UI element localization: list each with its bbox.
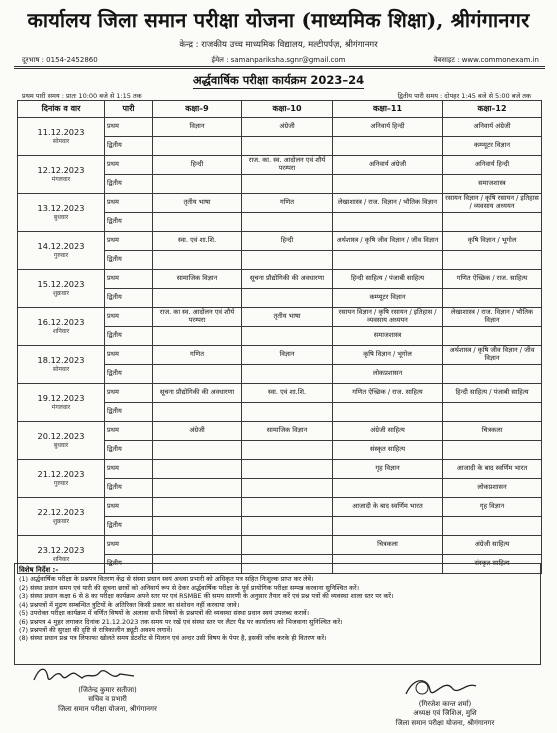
handwritten-signature-left [30,662,140,688]
subject-cell-class-12: गृह विज्ञान [443,498,542,517]
date-day-cell [18,308,105,346]
exam-weekday: मंगलवार [51,175,71,183]
subject-cell-class-12: अंग्रेजी साहित्य [443,536,542,555]
shift-cell: प्रथम [105,498,153,517]
subject-cell-class-10 [242,213,333,232]
subject-cell-class-11: अनिवार्य हिन्दी [333,118,443,137]
shift-cell: प्रथम [105,118,153,137]
subject-cell-class-11 [333,251,443,270]
subject-cell-class-12: आजादी के बाद स्वर्णिम भारत [443,460,542,479]
subject-cell-class-9 [153,517,242,536]
subject-cell-class-12: अनिवार्य अंग्रेजी [443,118,542,137]
subject-cell-class-9: राज. का स्व. आदोलन एवं शौर्य परम्परा [153,308,242,327]
subject-cell-class-10: सामाजिक विज्ञान [242,422,333,441]
subject-cell-class-9: विज्ञान [153,118,242,137]
subject-cell-class-11 [333,137,443,156]
subject-cell-class-11: लेखाशास्त्र / राज. विज्ञान / भौतिक विज्ञान [333,194,443,213]
instruction-item: (4) प्रश्नपत्रों में मुद्रण सम्बन्धित त्रुटियों के अतिरिक्त किसी प्रकार का संशोधन नहीं करवाया जावे। [19,600,240,609]
subject-cell-class-12 [443,289,542,308]
subject-cell-class-12: अनिवार्य हिन्दी [443,156,542,175]
subject-cell-class-9 [153,365,242,384]
handwritten-signature-right [400,674,480,702]
exam-weekday: बुधवार [53,441,69,449]
date-day-cell [18,384,105,422]
subject-cell-class-11 [333,213,443,232]
subject-cell-class-9: सामाजिक विज्ञान [153,270,242,289]
shift-cell: प्रथम [105,422,153,441]
exam-date: 23.12.2023 [37,544,85,555]
shift-cell: द्वितीय [105,517,153,536]
table-row [18,460,542,479]
subject-cell-class-12 [443,517,542,536]
subject-cell-class-10 [242,441,333,460]
shift-cell: प्रथम [105,156,153,175]
table-row [18,498,542,517]
date-day-cell [18,270,105,308]
subject-cell-class-12 [443,213,542,232]
subject-cell-class-9: तृतीय भाषा [153,194,242,213]
instruction-item: (1) अर्द्धवार्षिक परीक्षा के प्रश्नपत्र वितरण केंद्र से संस्था प्रधान स्वयं अथवा प्रभारी को अधिकृत पत्र सहित निःशुल्क प्राप्त कर लेवें। [19,575,314,584]
shift-cell: द्वितीय [105,175,153,194]
first-shift-time: प्रथम पारी समय : प्रातः 10:00 बजे से 1:15 तक [22,92,142,100]
subject-cell-class-11: गृह विज्ञान [333,460,443,479]
subject-cell-class-10 [242,365,333,384]
subject-cell-class-12: लोकप्रशासन [443,479,542,498]
subject-cell-class-9 [153,175,242,194]
subject-cell-class-11: संस्कृत साहित्य [333,441,443,460]
secretary-name: (जितेन्द्र कुमार सतीजा) [78,686,137,694]
exam-weekday: गुरुवार [53,479,69,487]
subject-cell-class-10 [242,479,333,498]
subject-cell-class-11: गणित ऐच्छिक / राज. साहित्य [333,384,443,403]
office-title: कार्यालय जिला समान परीक्षा योजना (माध्यमिक शिक्षा), श्रीगंगानगर [27,8,530,32]
subject-cell-class-10: विज्ञान [242,346,333,365]
exam-weekday: बुधवार [53,213,69,221]
subject-cell-class-12: हिन्दी साहित्य / पंजाबी साहित्य [443,384,542,403]
exam-weekday: शुक्रवार [52,517,70,525]
website-address: वेबसाइट : www.commonexam.in [433,56,539,64]
special-instructions [14,563,541,665]
date-day-cell [18,346,105,384]
subject-cell-class-9 [153,536,242,555]
column-header-shift: पारी [105,101,153,118]
column-header-class-10: कक्षा–10 [242,101,333,118]
subject-cell-class-9: अंग्रेजी [153,422,242,441]
exam-date: 19.12.2023 [37,392,85,403]
chairman-signature-block [350,700,540,728]
phone-number: दूरभाष : 0154-2452860 [22,56,98,64]
subject-cell-class-12 [443,327,542,346]
exam-weekday: मंगलवार [51,403,71,411]
shift-cell: प्रथम [105,346,153,365]
shift-cell: प्रथम [105,194,153,213]
table-row [18,156,542,175]
subject-cell-class-11 [333,403,443,422]
subject-cell-class-11: समाजशास्त्र [333,327,443,346]
shift-cell: द्वितीय [105,251,153,270]
subject-cell-class-11 [333,175,443,194]
subject-cell-class-11 [333,479,443,498]
table-header-row [18,101,542,118]
subject-cell-class-10 [242,403,333,422]
subject-cell-class-10 [242,536,333,555]
instruction-item: (3) संस्था प्रधान कक्षा 6 से 8 का परीक्षा कार्यक्रम अपने स्तर पर एवं RSMBE की समय सारणी के अनुसार तैयार करें एवं प्रश्न पत्रों की व्यवस्था शाला स्तर पर करें। [19,592,394,601]
subject-cell-class-10 [242,498,333,517]
subject-cell-class-12: चित्रकला [443,422,542,441]
date-day-cell [18,118,105,156]
subject-cell-class-9 [153,251,242,270]
exam-date: 11.12.2023 [37,126,85,137]
subject-cell-class-11: अर्थशास्त्र / कृषि जीव विज्ञान / जीव विज्ञान [333,232,443,251]
subject-cell-class-11: आजादी के बाद स्वर्णिम भारत [333,498,443,517]
table-row [18,270,542,289]
subject-cell-class-12 [443,365,542,384]
subject-cell-class-12: कृषि विज्ञान / भूगोल [443,232,542,251]
program-title-text: अर्द्धवार्षिक परीक्षा कार्यक्रम 2023–24 [192,73,365,87]
subject-cell-class-12 [443,403,542,422]
column-header-date: दिनांक व वार [18,101,105,118]
table-row [18,118,542,137]
shift-cell: द्वितीय [105,441,153,460]
exam-weekday: सोमवार [52,137,70,145]
subject-cell-class-9 [153,289,242,308]
subject-cell-class-10: अंग्रेजी [242,118,333,137]
subject-cell-class-9 [153,213,242,232]
instruction-item: (6) प्रश्नपत्र 4 मुहर लगाकर दिनांक 21.12.2023 तक समय पर रखें एवं संस्था स्तर पर लैटर पैड पर कार्यालय को भिजवाना सुनिश्चित करें। [19,617,343,626]
subject-cell-class-10 [242,175,333,194]
shift-cell: प्रथम [105,384,153,403]
column-header-class-11: कक्षा–11 [333,101,443,118]
instruction-item: (2) संस्था प्रधान समय एवं पारी की सूचना छात्रों को अनिवार्य रूप से देकर अर्द्धवार्षिक परीक्षा के पूर्व प्रायोगिक परीक्षा सम्पन्न करवाना सुनिश्चित करें। [19,583,360,592]
second-shift-time: द्वितीय पारी समय : दोपहर 1:45 बजे से 5:00 बजे तक [397,92,531,100]
chairman-office: जिला समान परीक्षा योजना, श्रीगंगानगर [395,718,495,727]
instruction-item: (7) प्रश्नपत्रों की सुरक्षा की दृष्टि से रात्रिकालीन ड्यूटी अवश्य लगावें। [19,625,173,634]
subject-cell-class-10 [242,251,333,270]
subject-cell-class-11: रसायन विज्ञान / कृषि रसायन / इतिहास / व्यवसाय अध्ययन [333,308,443,327]
exam-date: 20.12.2023 [37,430,85,441]
center-address: केन्द्र : राजकीय उच्च माध्यमिक विद्यालय, मल्टीपर्पज़, श्रीगंगानगर [179,40,378,50]
subject-cell-class-10: राज. का. स्व. आदोलन एवं शौर्य परम्परा [242,156,333,175]
subject-cell-class-11: कृषि विज्ञान / भूगोल [333,346,443,365]
instructions-heading: विशेष निर्देश :- [19,566,59,574]
table-row [18,232,542,251]
exam-weekday: शुक्रवार [52,289,70,297]
subject-cell-class-12: लेखाशास्त्र / राज. विज्ञान / भौतिक विज्ञान [443,308,542,327]
date-day-cell [18,232,105,270]
shift-cell: द्वितीय [105,365,153,384]
subject-cell-class-11: अंग्रेजी साहित्य [333,422,443,441]
chairman-name: (गिरजेश कान्त शर्मा) [418,700,472,708]
shift-cell: द्वितीय [105,137,153,156]
secretary-role: सचिव व प्रभारी [88,695,127,704]
subject-cell-class-12: अर्थशास्त्र / कृषि जीव विज्ञान / जीव विज्ञान [443,346,542,365]
table-row [18,346,542,365]
shift-cell: प्रथम [105,536,153,555]
instruction-item: (8) संस्था प्रधान प्रश्न पत्र लिफाफा खोलते समय डेटशीट से मिलान एवं अन्दर उसी विषय के पेपर है, इसकी जाँच करके ही वितरण करें। [19,634,327,643]
column-header-class-9: कक्षा–9 [153,101,242,118]
subject-cell-class-9: सूचना प्रौद्योगिकी की अवधारणा [153,384,242,403]
subject-cell-class-9 [153,460,242,479]
subject-cell-class-9 [153,479,242,498]
secretary-signature-block [20,686,195,714]
table-row [18,536,542,555]
date-day-cell [18,156,105,194]
subject-cell-class-9: हिन्दी [153,156,242,175]
exam-schedule-table [17,100,542,574]
shift-cell: प्रथम [105,232,153,251]
exam-date: 14.12.2023 [37,240,85,251]
subject-cell-class-10 [242,327,333,346]
subject-cell-class-11 [333,517,443,536]
subject-cell-class-11: हिन्दी साहित्य / पंजाबी साहित्य [333,270,443,289]
exam-date: 12.12.2023 [37,164,85,175]
subject-cell-class-10: हिन्दी [242,232,333,251]
email-address: ईमेल : samanpariksha.sgnr@gmail.com [211,56,346,64]
table-row [18,308,542,327]
subject-cell-class-9 [153,327,242,346]
shift-cell: द्वितीय [105,555,153,574]
subject-cell-class-11: लोकप्रशासन [333,365,443,384]
secretary-office: जिला समान परीक्षा योजना, श्रीगंगानगर [58,704,157,713]
date-day-cell [18,422,105,460]
shift-cell: द्वितीय [105,327,153,346]
subject-cell-class-9: गणित [153,346,242,365]
shift-cell: द्वितीय [105,403,153,422]
exam-date: 21.12.2023 [37,468,85,479]
chairman-role: अध्यक्ष एवं जिशिअ, मुशि [413,709,477,718]
column-header-class-12: कक्षा–12 [443,101,542,118]
exam-date: 13.12.2023 [37,202,85,213]
shift-cell: द्वितीय [105,479,153,498]
exam-weekday: शनिवार [52,327,70,335]
subject-cell-class-9 [153,403,242,422]
subject-cell-class-12: कम्प्यूटर विज्ञान [443,137,542,156]
subject-cell-class-9 [153,441,242,460]
shift-cell: प्रथम [105,460,153,479]
subject-cell-class-10 [242,517,333,536]
program-title [0,73,557,88]
exam-weekday: शनिवार [52,555,70,563]
subject-cell-class-12 [443,441,542,460]
instruction-item: (5) उपरोक्त परीक्षा कार्यक्रम में वर्णित विषयों के अलावा सभी विषयों के प्रश्नपत्रों की व्यवस्था संस्था प्रधान स्वयं उपलब्ध करावें। [19,609,309,618]
subject-cell-class-9 [153,137,242,156]
subject-cell-class-11: अनिवार्य अंग्रेजी [333,156,443,175]
date-day-cell [18,460,105,498]
subject-cell-class-12: संस्कृत साहित्य [443,555,542,574]
exam-date: 15.12.2023 [37,278,85,289]
subject-cell-class-10 [242,460,333,479]
table-row [18,194,542,213]
table-body [18,118,542,574]
exam-date: 18.12.2023 [37,354,85,365]
shift-cell: द्वितीय [105,289,153,308]
header-divider [14,66,545,67]
table-row [18,422,542,441]
subject-cell-class-11: कम्प्यूटर विज्ञान [333,289,443,308]
subject-cell-class-12 [443,251,542,270]
subject-cell-class-10: सूचना प्रौद्योगिकी की अवधारणा [242,270,333,289]
exam-weekday: सोमवार [52,365,70,373]
subject-cell-class-10: स्वा. एवं शा.शि. [242,384,333,403]
exam-date: 16.12.2023 [37,316,85,327]
subject-cell-class-10: तृतीय भाषा [242,308,333,327]
date-day-cell [18,194,105,232]
subject-cell-class-10 [242,137,333,156]
subject-cell-class-10 [242,289,333,308]
exam-date: 22.12.2023 [37,506,85,517]
subject-cell-class-9 [153,498,242,517]
subject-cell-class-12: समाजशास्त्र [443,175,542,194]
subject-cell-class-9: स्वा. एवं शा.शि. [153,232,242,251]
date-day-cell [18,498,105,536]
subject-cell-class-12: गणित ऐच्छिक / राज. साहित्य [443,270,542,289]
header-divider-second [14,68,545,69]
subject-cell-class-10: गणित [242,194,333,213]
subject-cell-class-11: चित्रकला [333,536,443,555]
shift-cell: द्वितीय [105,213,153,232]
shift-cell: प्रथम [105,308,153,327]
exam-weekday: गुरुवार [53,251,69,259]
table-row [18,384,542,403]
shift-cell: प्रथम [105,270,153,289]
subject-cell-class-12: रसायन विज्ञान / कृषि रसायन / इतिहास / व्यवसाय अध्ययन [443,194,542,213]
